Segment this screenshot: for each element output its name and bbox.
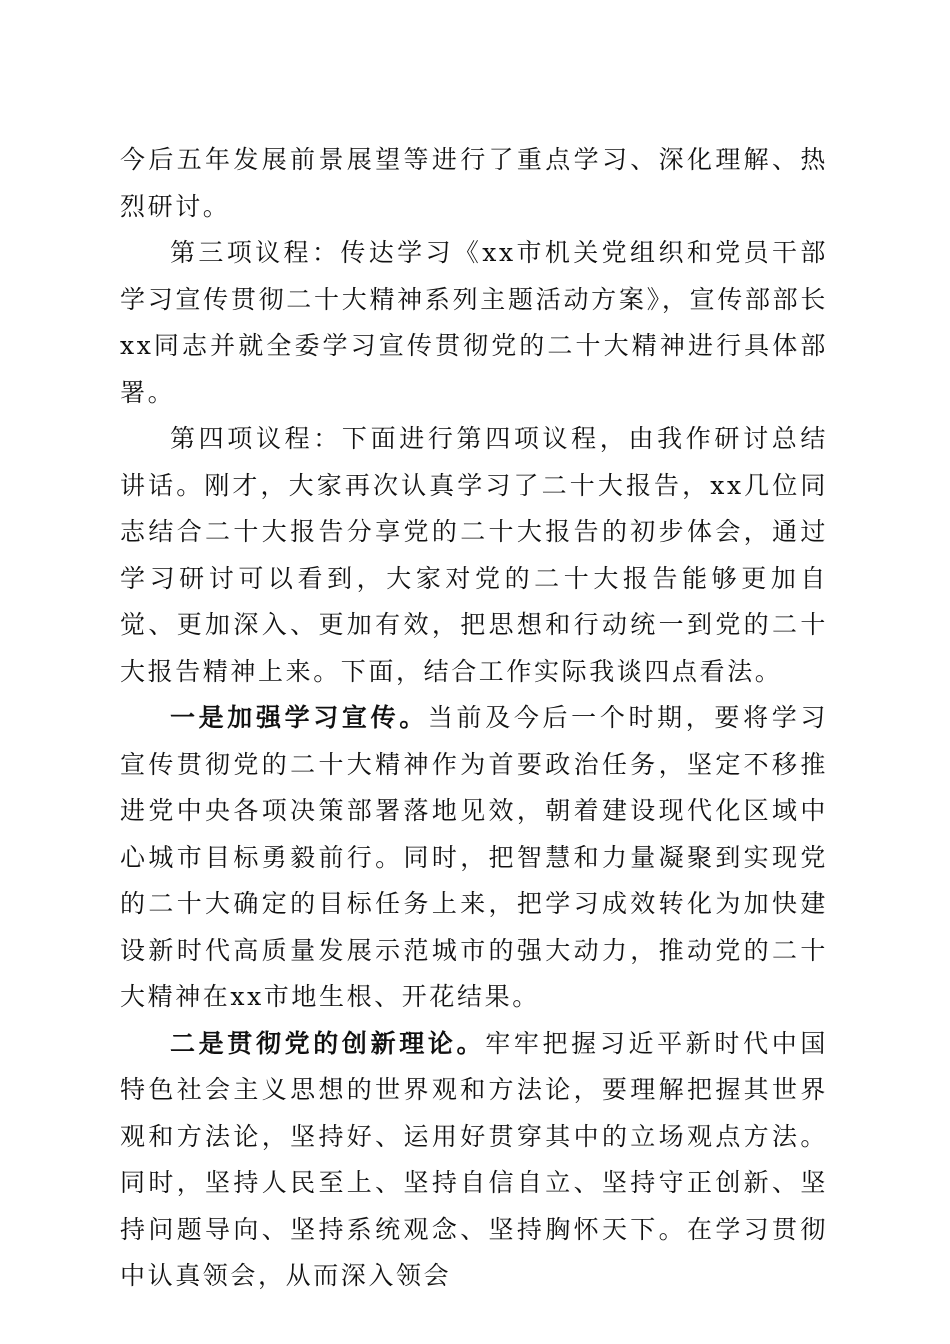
document-body (120, 137, 828, 1300)
paragraph-text: 第四项议程：下面进行第四项议程，由我作研讨总结讲话。刚才，大家再次认真学习了二十大报告，xx几位同志结合二十大报告分享党的二十大报告的初步体会，通过学习研讨可以看到，大家对党的二十大报告能够更加自觉、更加深入、更加有效，把思想和行动统一到党的二十大报告精神上来。下面，结合工作实际我谈四点看法。 (120, 424, 828, 686)
paragraph-text: 当前及今后一个时期，要将学习宣传贯彻党的二十大精神作为首要政治任务，坚定不移推进党中央各项决策部署落地见效，朝着建设现代化区域中心城市目标勇毅前行。同时，把智慧和力量凝聚到实现党的二十大确定的目标任务上来，把学习成效转化为加快建设新时代高质量发展示范城市的强大动力，推动党的二十大精神在xx市地生根、开花结果。 (120, 703, 828, 1011)
paragraph-point-one (120, 695, 828, 1021)
paragraph-point-two (120, 1021, 828, 1300)
paragraph-text: 牢牢把握习近平新时代中国特色社会主义思想的世界观和方法论，要理解把握其世界观和方法论，坚持好、运用好贯穿其中的立场观点方法。同时，坚持人民至上、坚持自信自立、坚持守正创新、坚持问题导向、坚持系统观念、坚持胸怀天下。在学习贯彻中认真领会，从而深入领会 (120, 1028, 828, 1290)
paragraph-continuation (120, 137, 828, 230)
paragraph-agenda-item-four (120, 416, 828, 695)
paragraph-text: 今后五年发展前景展望等进行了重点学习、深化理解、热烈研讨。 (120, 145, 828, 221)
paragraph-lead-heading: 二是贯彻党的创新理论。 (170, 1028, 486, 1058)
paragraph-lead-heading: 一是加强学习宣传。 (170, 703, 428, 732)
paragraph-agenda-item-three (120, 230, 828, 416)
paragraph-text: 第三项议程：传达学习《xx市机关党组织和党员干部学习宣传贯彻二十大精神系列主题活动方案》，宣传部部长xx同志并就全委学习宣传贯彻党的二十大精神进行具体部署。 (120, 238, 828, 407)
